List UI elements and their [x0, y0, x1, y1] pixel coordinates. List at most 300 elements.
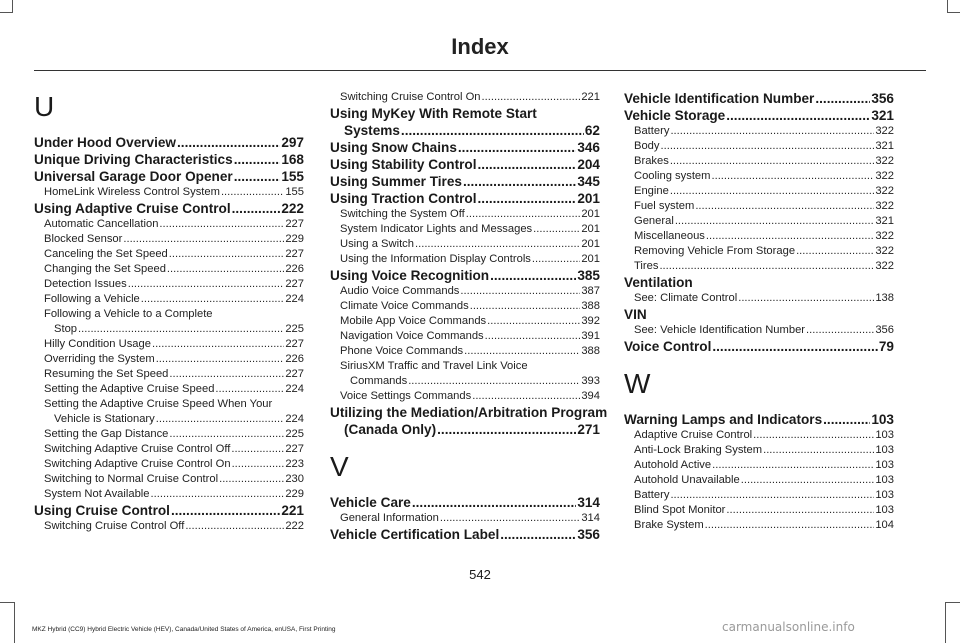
index-entry	[330, 222, 600, 237]
entry-page-number: 103	[871, 412, 894, 427]
entry-label: (Canada Only)	[344, 422, 437, 437]
dot-leader	[437, 421, 576, 438]
index-entry	[624, 338, 894, 355]
entry-page-number: 346	[577, 140, 600, 155]
entry-page-number: 271	[577, 422, 600, 437]
dot-leader	[478, 190, 577, 207]
index-entry	[34, 337, 304, 352]
entry-label: Using Voice Recognition	[330, 268, 490, 283]
entry-label: Switching Adaptive Cruise Control On	[44, 458, 231, 470]
entry-label: Switching Adaptive Cruise Control Off	[44, 443, 231, 455]
dot-leader	[151, 487, 285, 502]
dot-leader	[141, 292, 285, 307]
dot-leader	[741, 473, 875, 488]
index-entry	[330, 314, 600, 329]
dot-leader	[152, 337, 284, 352]
dot-leader	[234, 168, 281, 185]
dot-leader	[738, 291, 874, 306]
index-entry	[624, 229, 894, 244]
entry-label: Vehicle Storage	[624, 108, 726, 123]
dot-leader	[463, 173, 576, 190]
index-entry	[34, 168, 304, 185]
entry-page-number: 103	[875, 459, 894, 471]
entry-label: Battery	[634, 489, 670, 501]
dot-leader	[169, 367, 284, 382]
entry-page-number: 391	[581, 330, 600, 342]
dot-leader	[234, 151, 281, 168]
index-entry	[330, 344, 600, 359]
index-entry	[330, 494, 600, 511]
index-entry: Ventilation	[624, 275, 693, 290]
crop-mark-top-left	[0, 0, 13, 13]
dot-leader	[711, 169, 874, 184]
entry-page-number: 223	[285, 458, 304, 470]
dot-leader	[460, 284, 580, 299]
entry-page-number: 222	[281, 201, 304, 216]
entry-page-number: 221	[581, 91, 600, 103]
entry-label: Cooling system	[634, 170, 711, 182]
dot-leader	[490, 267, 576, 284]
entry-label: Using the Information Display Controls	[340, 253, 531, 265]
entry-page-number: 103	[875, 504, 894, 516]
dot-leader	[221, 185, 284, 200]
entry-label: Vehicle Certification Label	[330, 527, 500, 542]
entry-label: Using a Switch	[340, 238, 414, 250]
dot-leader	[670, 184, 874, 199]
crop-mark-top-right	[947, 0, 960, 13]
entry-label: Universal Garage Door Opener	[34, 169, 233, 184]
entry-label: Using Snow Chains	[330, 140, 457, 155]
index-entry	[624, 184, 894, 199]
entry-label: Under Hood Overview	[34, 135, 177, 150]
index-entry	[624, 518, 894, 533]
entry-list	[624, 411, 894, 533]
index-entry	[34, 200, 304, 217]
entry-label: Following a Vehicle	[44, 293, 140, 305]
dot-leader	[215, 382, 284, 397]
watermark: carmanualsonline.info	[722, 620, 855, 634]
index-entry	[34, 185, 304, 200]
dot-leader	[156, 352, 285, 367]
entry-list	[624, 90, 894, 355]
index-entry	[34, 322, 304, 337]
index-entry	[330, 421, 600, 438]
dot-leader	[823, 411, 870, 428]
index-entry	[330, 237, 600, 252]
page-number: 542	[469, 567, 491, 582]
index-entry	[624, 428, 894, 443]
entry-page-number: 221	[281, 503, 304, 518]
dot-leader	[470, 299, 581, 314]
entry-label: Using Traction Control	[330, 191, 477, 206]
index-entry	[34, 232, 304, 247]
dot-leader	[706, 229, 874, 244]
dot-leader	[532, 252, 580, 267]
entry-page-number: 321	[875, 215, 894, 227]
index-entry: Using MyKey With Remote Start	[330, 106, 537, 121]
dot-leader	[78, 322, 284, 337]
index-entry: Utilizing the Mediation/Arbitration Program	[330, 405, 608, 420]
dot-leader	[500, 526, 576, 543]
index-entry	[34, 217, 304, 232]
entry-label: General	[634, 215, 674, 227]
index-entry	[330, 90, 600, 105]
dot-leader	[415, 237, 580, 252]
entry-page-number: 201	[581, 238, 600, 250]
entry-label: System Indicator Lights and Messages	[340, 223, 533, 235]
index-entry	[624, 473, 894, 488]
entry-page-number: 387	[581, 285, 600, 297]
entry-list	[330, 494, 600, 543]
dot-leader	[485, 329, 581, 344]
index-entry	[330, 190, 600, 207]
dot-leader	[705, 518, 875, 533]
index-entry	[330, 122, 600, 139]
dot-leader	[815, 90, 870, 107]
index-entry	[330, 511, 600, 526]
entry-page-number: 62	[584, 123, 600, 138]
entry-page-number: 322	[875, 260, 894, 272]
entry-label: Autohold Active	[634, 459, 712, 471]
entry-label: Vehicle is Stationary	[54, 413, 155, 425]
entry-page-number: 227	[285, 218, 304, 230]
index-entry	[34, 247, 304, 262]
entry-list	[34, 134, 304, 534]
dot-leader	[661, 139, 875, 154]
dot-leader	[128, 277, 285, 292]
entry-label: See: Climate Control	[634, 292, 738, 304]
section-letter-w: W	[624, 368, 651, 399]
entry-page-number: 103	[875, 429, 894, 441]
entry-page-number: 103	[875, 489, 894, 501]
index-entry	[330, 389, 600, 404]
entry-page-number: 227	[285, 248, 304, 260]
entry-page-number: 224	[285, 413, 304, 425]
entry-label: Body	[634, 140, 660, 152]
entry-label: Navigation Voice Commands	[340, 330, 484, 342]
index-entry	[624, 323, 894, 338]
entry-label: General Information	[340, 512, 439, 524]
index-entry	[330, 173, 600, 190]
index-entry	[34, 151, 304, 168]
index-entry	[624, 154, 894, 169]
entry-page-number: 314	[577, 495, 600, 510]
dot-leader	[401, 122, 584, 139]
index-entry	[330, 156, 600, 173]
entry-page-number: 385	[577, 268, 600, 283]
entry-label: Brakes	[634, 155, 669, 167]
index-entry	[624, 443, 894, 458]
index-entry	[330, 139, 600, 156]
dot-leader	[458, 139, 576, 156]
index-entry	[624, 244, 894, 259]
index-entry	[624, 199, 894, 214]
entry-page-number: 321	[871, 108, 894, 123]
entry-label: Switching Cruise Control On	[340, 91, 481, 103]
index-entry	[624, 458, 894, 473]
entry-label: Voice Settings Commands	[340, 390, 472, 402]
dot-leader	[466, 207, 581, 222]
index-entry	[34, 502, 304, 519]
dot-leader	[726, 503, 874, 518]
dot-leader	[177, 134, 280, 151]
index-entry	[624, 169, 894, 184]
entry-page-number: 229	[285, 488, 304, 500]
entry-page-number: 230	[285, 473, 304, 485]
entry-page-number: 321	[875, 140, 894, 152]
entry-label: Voice Control	[624, 339, 712, 354]
index-entry	[624, 259, 894, 274]
index-entry	[330, 374, 600, 389]
footer-text: MKZ Hybrid (CC9) Hybrid Electric Vehicle (HEV), Canada/United States of America, enUSA, First Printing	[32, 626, 336, 633]
dot-leader	[171, 502, 280, 519]
entry-label: Autohold Unavailable	[634, 474, 740, 486]
entry-page-number: 356	[577, 527, 600, 542]
entry-page-number: 227	[285, 368, 304, 380]
entry-page-number: 356	[875, 324, 894, 336]
index-entry	[34, 427, 304, 442]
entry-page-number: 201	[581, 223, 600, 235]
entry-label: Commands	[350, 375, 408, 387]
entry-label: Anti-Lock Braking System	[634, 444, 763, 456]
entry-label: Using Stability Control	[330, 157, 477, 172]
entry-page-number: 201	[581, 253, 600, 265]
index-entry	[624, 90, 894, 107]
index-entry	[624, 488, 894, 503]
entry-label: Removing Vehicle From Storage	[634, 245, 796, 257]
entry-label: See: Vehicle Identification Number	[634, 324, 806, 336]
dot-leader	[763, 443, 874, 458]
entry-label: Changing the Set Speed	[44, 263, 166, 275]
entry-page-number: 104	[875, 519, 894, 531]
entry-page-number: 168	[281, 152, 304, 167]
index-column-3	[624, 90, 894, 533]
entry-label: Blind Spot Monitor	[634, 504, 726, 516]
entry-label: Using Cruise Control	[34, 503, 170, 518]
section-letter-u: U	[34, 91, 55, 122]
entry-page-number: 393	[581, 375, 600, 387]
dot-leader	[123, 232, 284, 247]
entry-page-number: 155	[285, 186, 304, 198]
dot-leader	[796, 244, 874, 259]
dot-leader	[695, 199, 874, 214]
index-entry	[330, 526, 600, 543]
entry-label: Using Adaptive Cruise Control	[34, 201, 231, 216]
entry-label: Switching Cruise Control Off	[44, 520, 185, 532]
entry-page-number: 322	[875, 170, 894, 182]
entry-page-number: 226	[285, 353, 304, 365]
entry-page-number: 356	[871, 91, 894, 106]
entry-page-number: 138	[875, 292, 894, 304]
index-entry	[624, 214, 894, 229]
dot-leader	[156, 412, 285, 427]
index-entry	[330, 284, 600, 299]
entry-page-number: 79	[878, 339, 894, 354]
index-entry	[624, 107, 894, 124]
dot-leader	[232, 200, 281, 217]
entry-label: Engine	[634, 185, 669, 197]
dot-leader	[712, 458, 874, 473]
index-column-2	[330, 90, 608, 543]
index-entry	[330, 207, 600, 222]
index-entry	[624, 291, 894, 306]
entry-page-number: 222	[285, 520, 304, 532]
entry-page-number: 394	[581, 390, 600, 402]
entry-label: Vehicle Identification Number	[624, 91, 815, 106]
entry-page-number: 314	[581, 512, 600, 524]
index-entry	[330, 267, 600, 284]
index-entry	[624, 503, 894, 518]
entry-page-number: 224	[285, 383, 304, 395]
index-entry: Setting the Adaptive Cruise Speed When Your	[44, 398, 273, 410]
dot-leader	[169, 247, 285, 262]
dot-leader	[753, 428, 874, 443]
index-entry	[34, 382, 304, 397]
entry-page-number: 227	[285, 443, 304, 455]
entry-label: Phone Voice Commands	[340, 345, 464, 357]
entry-page-number: 226	[285, 263, 304, 275]
entry-page-number: 201	[581, 208, 600, 220]
index-entry	[34, 277, 304, 292]
crop-mark-bottom-left	[0, 602, 15, 643]
index-entry: Following a Vehicle to a Complete	[44, 308, 213, 320]
entry-label: Miscellaneous	[634, 230, 705, 242]
entry-label: Audio Voice Commands	[340, 285, 460, 297]
dot-leader	[472, 389, 580, 404]
index-entry	[34, 262, 304, 277]
index-entry	[330, 329, 600, 344]
entry-label: Systems	[344, 123, 400, 138]
entry-label: Hilly Condition Usage	[44, 338, 151, 350]
entry-page-number: 103	[875, 444, 894, 456]
entry-page-number: 225	[285, 428, 304, 440]
entry-page-number: 297	[281, 135, 304, 150]
index-entry	[624, 139, 894, 154]
entry-page-number: 322	[875, 230, 894, 242]
entry-page-number: 227	[285, 338, 304, 350]
index-entry	[330, 299, 600, 314]
dot-leader	[167, 262, 284, 277]
entry-label: Stop	[54, 323, 78, 335]
dot-leader	[159, 217, 284, 232]
crop-mark-bottom-right	[945, 602, 960, 643]
entry-page-number: 227	[285, 278, 304, 290]
entry-label: Setting the Adaptive Cruise Speed	[44, 383, 215, 395]
entry-page-number: 229	[285, 233, 304, 245]
entry-page-number: 204	[577, 157, 600, 172]
dot-leader	[440, 511, 580, 526]
entry-page-number: 225	[285, 323, 304, 335]
entry-page-number: 103	[875, 474, 894, 486]
entry-page-number: 224	[285, 293, 304, 305]
index-entry	[34, 367, 304, 382]
dot-leader	[712, 338, 878, 355]
entry-label: Fuel system	[634, 200, 695, 212]
dot-leader	[670, 154, 875, 169]
index-entry	[34, 442, 304, 457]
entry-label: Resuming the Set Speed	[44, 368, 169, 380]
entry-page-number: 322	[875, 200, 894, 212]
entry-page-number: 388	[581, 300, 600, 312]
entry-label: Automatic Cancellation	[44, 218, 159, 230]
index-entry	[34, 412, 304, 427]
entry-label: Switching to Normal Cruise Control	[44, 473, 219, 485]
entry-label: Setting the Gap Distance	[44, 428, 169, 440]
dot-leader	[412, 494, 576, 511]
entry-label: Tires	[634, 260, 659, 272]
entry-page-number: 322	[875, 155, 894, 167]
index-entry: VIN	[624, 307, 647, 322]
entry-page-number: 392	[581, 315, 600, 327]
entry-page-number: 201	[577, 191, 600, 206]
dot-leader	[408, 374, 580, 389]
entry-label: HomeLink Wireless Control System	[44, 186, 220, 198]
entry-label: System Not Available	[44, 488, 150, 500]
entry-label: Canceling the Set Speed	[44, 248, 168, 260]
entry-label: Brake System	[634, 519, 704, 531]
header-rule	[34, 70, 926, 71]
entry-label: Using Summer Tires	[330, 174, 462, 189]
entry-label: Vehicle Care	[330, 495, 411, 510]
entry-label: Mobile App Voice Commands	[340, 315, 487, 327]
index-entry	[34, 487, 304, 502]
entry-page-number: 388	[581, 345, 600, 357]
dot-leader	[726, 107, 870, 124]
dot-leader	[169, 427, 284, 442]
dot-leader	[675, 214, 875, 229]
dot-leader	[806, 323, 874, 338]
index-entry	[34, 472, 304, 487]
entry-page-number: 322	[875, 245, 894, 257]
entry-label: Battery	[634, 125, 670, 137]
index-entry	[34, 352, 304, 367]
entry-label: Warning Lamps and Indicators	[624, 412, 823, 427]
entry-label: Detection Issues	[44, 278, 127, 290]
entry-label: Unique Driving Characteristics	[34, 152, 233, 167]
index-entry: SiriusXM Traffic and Travel Link Voice	[340, 360, 528, 372]
entry-page-number: 155	[281, 169, 304, 184]
entry-list	[330, 90, 608, 438]
dot-leader	[185, 519, 284, 534]
dot-leader	[464, 344, 580, 359]
dot-leader	[659, 259, 874, 274]
dot-leader	[482, 90, 581, 105]
section-letter-v: V	[330, 451, 349, 482]
entry-label: Adaptive Cruise Control	[634, 429, 753, 441]
dot-leader	[533, 222, 580, 237]
dot-leader	[219, 472, 284, 487]
dot-leader	[231, 442, 284, 457]
index-entry	[34, 519, 304, 534]
dot-leader	[670, 124, 874, 139]
index-entry	[34, 134, 304, 151]
entry-label: Blocked Sensor	[44, 233, 123, 245]
dot-leader	[487, 314, 580, 329]
entry-page-number: 345	[577, 174, 600, 189]
page-title: Index	[451, 34, 509, 59]
index-entry	[624, 124, 894, 139]
index-entry	[330, 252, 600, 267]
entry-label: Overriding the System	[44, 353, 155, 365]
dot-leader	[478, 156, 577, 173]
index-entry	[624, 411, 894, 428]
dot-leader	[232, 457, 285, 472]
entry-page-number: 322	[875, 125, 894, 137]
index-entry	[34, 292, 304, 307]
index-entry	[34, 457, 304, 472]
index-column-1	[34, 90, 304, 534]
dot-leader	[670, 488, 874, 503]
